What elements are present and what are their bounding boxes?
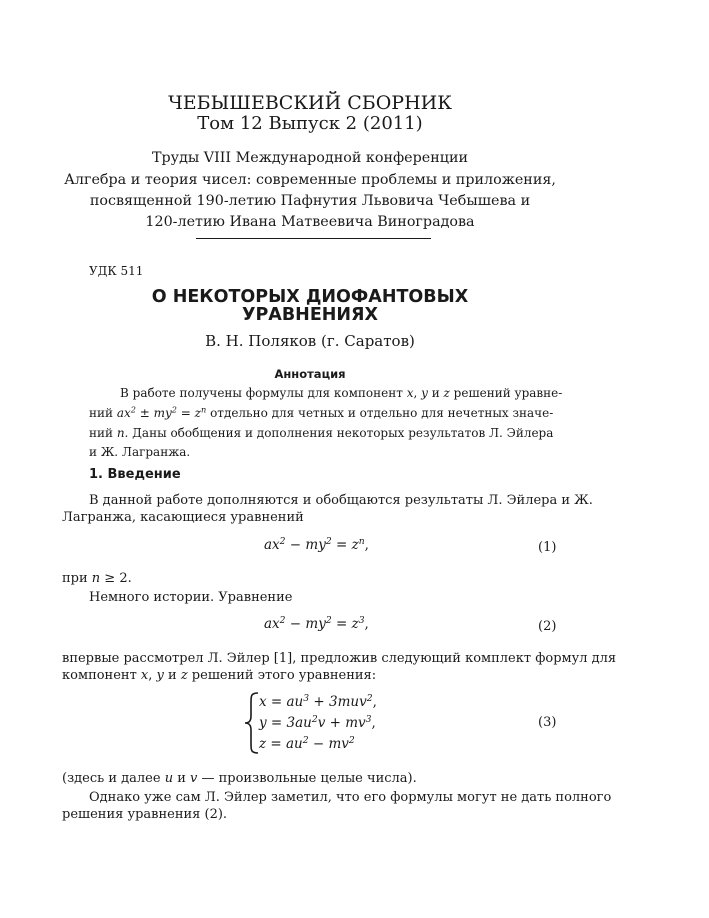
proceedings-line: Алгебра и теория чисел: современные проблемы и приложения,: [64, 172, 556, 188]
section-heading: 1. Введение: [89, 467, 181, 482]
paragraph-line: (здесь и далее u и v — произвольные целые числа).: [62, 771, 417, 786]
equation-1: $ax^2 - my^2 = z^n$,: [264, 535, 369, 553]
paragraph-line: впервые рассмотрел Л. Эйлер [1], предложив следующий комплект формул для: [62, 651, 617, 666]
paragraph-line: компонент x, y и z решений этого уравнения:: [62, 668, 377, 683]
proceedings-line: посвященной 190-летию Пафнутия Львовича Чебышева и: [89, 193, 531, 209]
abstract-line: В работе получены формулы для компонент x, y и z решений уравне-: [120, 386, 563, 400]
abstract-heading: Аннотация: [274, 367, 346, 381]
equation-3-row: $y = 3au^2v + mv^3$,: [259, 713, 376, 731]
header-divider: [196, 238, 431, 239]
udc-code: УДК 511: [89, 264, 144, 278]
journal-title: ЧЕБЫШЕВСКИЙ СБОРНИК: [168, 92, 452, 114]
paragraph-line: В данной работе дополняются и обобщаются результаты Л. Эйлера и Ж.: [89, 493, 593, 508]
equation-number: (1): [538, 540, 557, 555]
equation-number: (2): [538, 619, 557, 634]
article-title: О НЕКОТОРЫХ ДИОФАНТОВЫХ: [151, 287, 469, 307]
author-line: В. Н. Поляков (г. Саратов): [205, 332, 415, 350]
paragraph-line: Немного истории. Уравнение: [89, 590, 293, 605]
abstract-line: ний $ax^2 \pm my^2 = z^n$ отдельно для четных и отдельно для нечетных значе-: [89, 404, 554, 420]
paragraph-line: при n ≥ 2.: [62, 571, 132, 586]
article-title: УРАВНЕНИЯХ: [241, 305, 379, 325]
abstract-line: и Ж. Лагранжа.: [89, 445, 191, 459]
paragraph-line: Лагранжа, касающиеся уравнений: [62, 510, 304, 525]
paragraph-line: Однако уже сам Л. Эйлер заметил, что его формулы могут не дать полного: [89, 790, 612, 805]
proceedings-line: 120-летию Ивана Матвеевича Виноградова: [145, 214, 475, 230]
paragraph-line: решения уравнения (2).: [62, 807, 228, 822]
proceedings-line: Труды VIII Международной конференции: [151, 150, 469, 166]
equation-2: $ax^2 - my^2 = z^3$,: [264, 614, 369, 632]
abstract-line: ний n. Даны обобщения и дополнения некоторых результатов Л. Эйлера: [89, 426, 554, 440]
equation-3-row: $x = au^3 + 3muv^2$,: [259, 692, 377, 710]
equation-number: (3): [538, 715, 557, 730]
journal-volume: Том 12 Выпуск 2 (2011): [197, 113, 423, 134]
equation-3-row: $z = au^2 - mv^2$: [259, 734, 355, 752]
